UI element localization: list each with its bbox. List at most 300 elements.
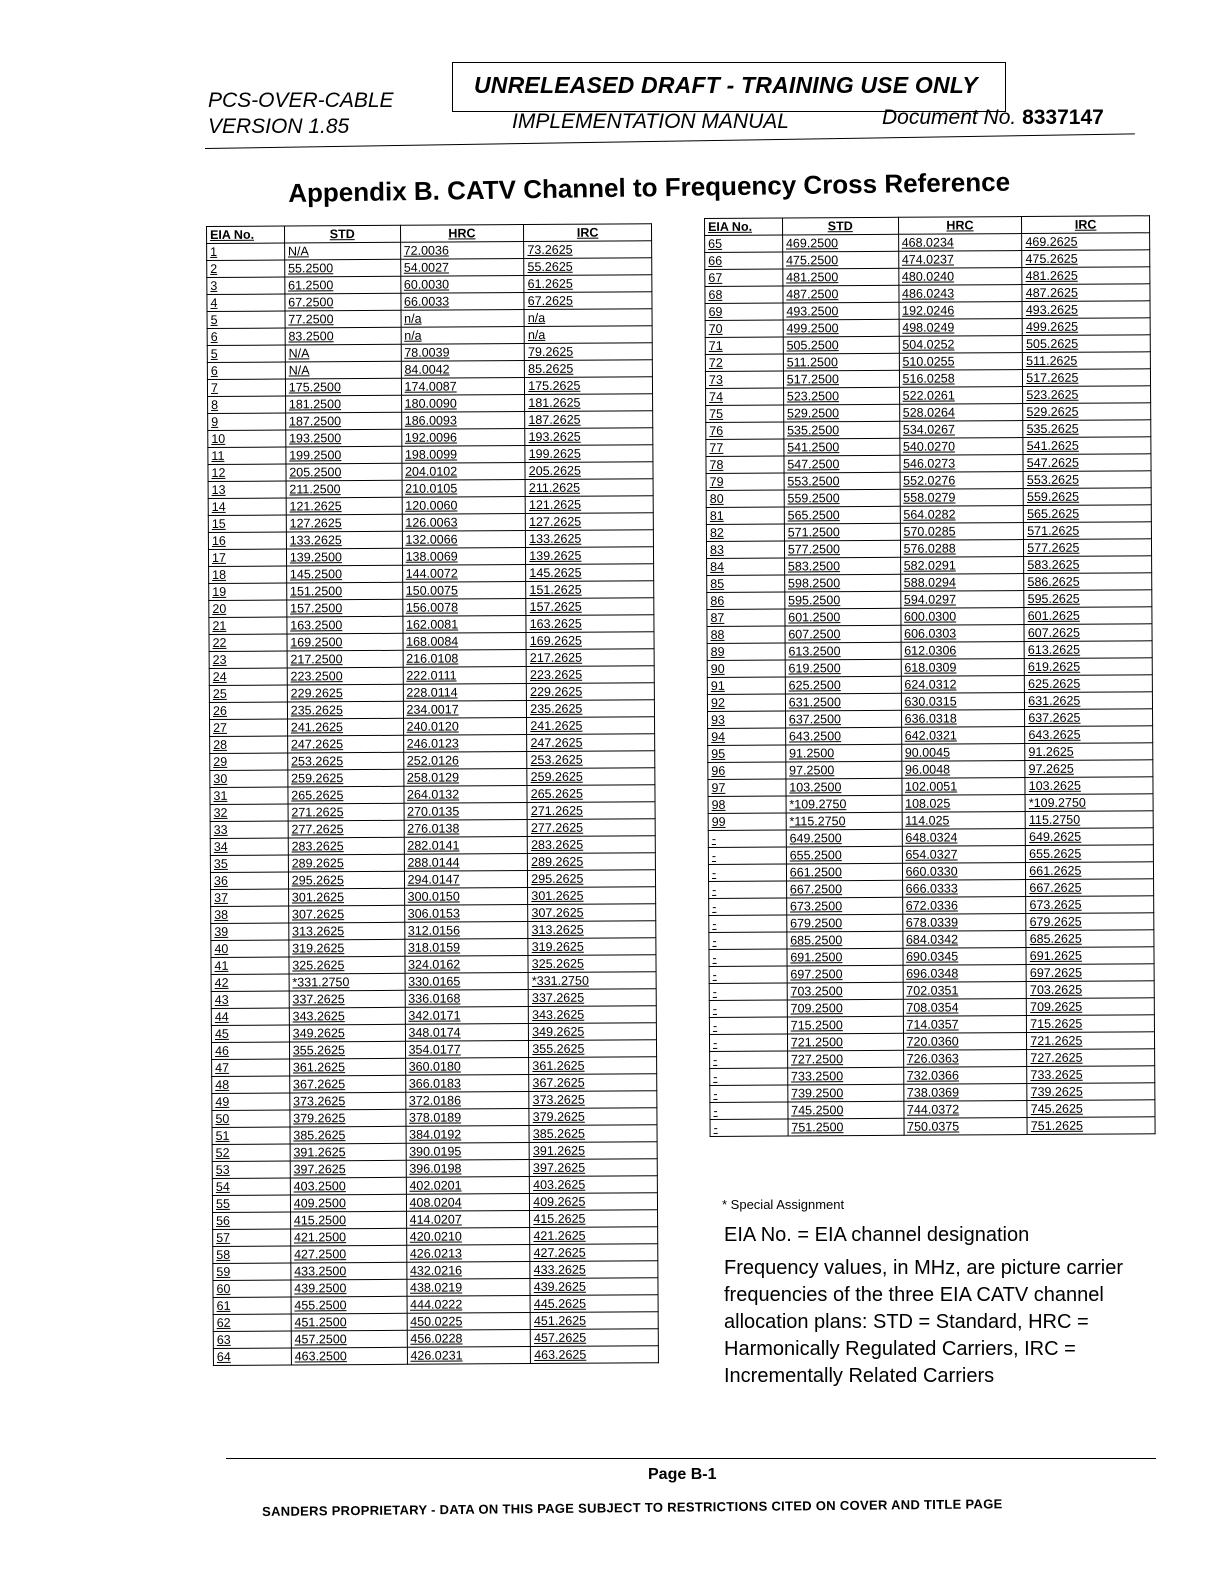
column-header-irc: IRC — [1022, 216, 1150, 234]
cell-eia: 9 — [208, 413, 286, 430]
cell-irc: 586.2625 — [1024, 573, 1152, 591]
column-header-std: STD — [284, 225, 400, 243]
cell-hrc: 156.0078 — [402, 599, 526, 617]
cell-eia: 46 — [211, 1042, 289, 1059]
cell-std: 205.2500 — [286, 463, 402, 481]
cell-std: 169.2500 — [287, 633, 403, 651]
cell-eia: 50 — [212, 1110, 290, 1127]
cell-std: 151.2500 — [286, 582, 402, 600]
cell-hrc: 582.0291 — [900, 557, 1024, 575]
cell-std: 199.2500 — [286, 446, 402, 464]
cell-std: 487.2500 — [783, 285, 899, 303]
cell-irc: 481.2625 — [1022, 267, 1150, 285]
cell-eia: - — [709, 966, 787, 983]
cell-irc: 283.2625 — [528, 836, 656, 854]
cell-std: 193.2500 — [286, 429, 402, 447]
proprietary-notice: SANDERS PROPRIETARY - DATA ON THIS PAGE SUBJECT TO RESTRICTIONS CITED ON COVER AND TITLE PAGE — [262, 1496, 1003, 1519]
cell-hrc: 618.0309 — [901, 659, 1025, 677]
cell-hrc: 642.0321 — [901, 727, 1025, 745]
cell-eia: 23 — [209, 651, 287, 668]
cell-hrc: 180.0090 — [401, 395, 525, 413]
cell-hrc: 486.0243 — [898, 285, 1022, 303]
cell-hrc: 744.0372 — [903, 1101, 1027, 1119]
cell-eia: 6 — [207, 328, 285, 345]
cell-hrc: 126.0063 — [402, 514, 526, 532]
cell-eia: 75 — [706, 405, 784, 422]
cell-eia: 22 — [209, 634, 287, 651]
cell-eia: 41 — [211, 957, 289, 974]
cell-hrc: 504.0252 — [899, 336, 1023, 354]
cell-hrc: 456.0228 — [407, 1330, 531, 1348]
cell-std: 703.2500 — [787, 982, 903, 1000]
cell-irc: 403.2625 — [530, 1176, 658, 1194]
cell-hrc: 258.0129 — [403, 769, 527, 787]
cell-irc: 397.2625 — [529, 1159, 657, 1177]
cell-std: 163.2500 — [287, 616, 403, 634]
cell-std: 103.2500 — [786, 778, 902, 796]
cell-irc: 541.2625 — [1023, 437, 1151, 455]
cell-hrc: 696.0348 — [903, 965, 1027, 983]
cell-std: 181.2500 — [285, 395, 401, 413]
cell-irc: 61.2625 — [524, 275, 652, 293]
cell-irc: 721.2625 — [1027, 1032, 1155, 1050]
cell-hrc: 636.0318 — [901, 710, 1025, 728]
cell-std: 667.2500 — [786, 880, 902, 898]
cell-std: 721.2500 — [787, 1033, 903, 1051]
cell-std: 655.2500 — [786, 846, 902, 864]
cell-irc: 259.2625 — [527, 768, 655, 786]
cell-eia: 76 — [706, 422, 784, 439]
cell-irc: 235.2625 — [527, 700, 655, 718]
cell-std: 277.2625 — [288, 820, 404, 838]
cell-std: 325.2625 — [289, 956, 405, 974]
cell-std: 649.2500 — [786, 829, 902, 847]
table-row — [710, 1117, 1155, 1137]
cell-irc: 649.2625 — [1026, 828, 1154, 846]
cell-hrc: 366.0183 — [405, 1075, 529, 1093]
cell-eia: 51 — [212, 1127, 290, 1144]
cell-irc: 361.2625 — [529, 1057, 657, 1075]
cell-hrc: 312.0156 — [404, 922, 528, 940]
cell-irc: 121.2625 — [525, 496, 653, 514]
cell-irc: 181.2625 — [525, 394, 653, 412]
cell-irc: 385.2625 — [529, 1125, 657, 1143]
cell-hrc: 96.0048 — [901, 761, 1025, 779]
cell-std: 577.2500 — [784, 540, 900, 558]
cell-irc: 733.2625 — [1027, 1066, 1155, 1084]
cell-std: 427.2500 — [291, 1245, 407, 1263]
cell-hrc: 336.0168 — [405, 990, 529, 1008]
cell-std: 421.2500 — [290, 1228, 406, 1246]
cell-irc: 667.2625 — [1026, 879, 1154, 897]
cell-std: 523.2500 — [783, 387, 899, 405]
cell-std: 613.2500 — [785, 642, 901, 660]
cell-std: 727.2500 — [787, 1050, 903, 1068]
cell-eia: 57 — [213, 1229, 291, 1246]
cell-irc: 511.2625 — [1023, 352, 1151, 370]
cell-std: 469.2500 — [782, 234, 898, 252]
cell-std: 343.2625 — [289, 1007, 405, 1025]
cell-std: 601.2500 — [785, 608, 901, 626]
cell-irc: 91.2625 — [1025, 743, 1153, 761]
cell-std: 145.2500 — [286, 565, 402, 583]
cell-std: 679.2500 — [787, 914, 903, 932]
cell-hrc: 132.0066 — [402, 531, 526, 549]
cell-hrc: 654.0327 — [902, 846, 1026, 864]
cell-hrc: 198.0099 — [401, 446, 525, 464]
cell-hrc: 270.0135 — [404, 803, 528, 821]
legend-frequency-explanation: Frequency values, in MHz, are picture carrier frequencies of the three EIA CATV channel allocation plans: STD = Standard, HRC = Harmonically Regulated Carriers, IRC = Incrementally Related Carriers — [724, 1257, 1124, 1387]
table-header-row — [705, 216, 1150, 236]
cell-eia: 56 — [213, 1212, 291, 1229]
cell-eia: 78 — [706, 456, 784, 473]
cell-std: 265.2625 — [288, 786, 404, 804]
cell-irc: 133.2625 — [526, 530, 654, 548]
cell-eia: 7 — [207, 379, 285, 396]
cell-hrc: 630.0315 — [901, 693, 1025, 711]
cell-std: 709.2500 — [787, 999, 903, 1017]
cell-hrc: 90.0045 — [901, 744, 1025, 762]
cell-irc: 211.2625 — [525, 479, 653, 497]
cell-irc: 607.2625 — [1024, 624, 1152, 642]
cell-hrc: 708.0354 — [903, 999, 1027, 1017]
cell-std: 505.2500 — [783, 336, 899, 354]
cell-irc: 559.2625 — [1023, 488, 1151, 506]
cell-std: 439.2500 — [291, 1279, 407, 1297]
cell-hrc: 750.0375 — [904, 1118, 1028, 1136]
cell-eia: 6 — [207, 362, 285, 379]
cell-irc: 85.2625 — [525, 360, 653, 378]
product-version: VERSION 1.85 — [208, 115, 350, 138]
cell-eia: 77 — [706, 439, 784, 456]
cell-std: 415.2500 — [290, 1211, 406, 1229]
cell-std: 691.2500 — [787, 948, 903, 966]
cell-std: 631.2500 — [785, 693, 901, 711]
cell-eia: 90 — [707, 660, 785, 677]
cell-eia: 47 — [212, 1059, 290, 1076]
cell-hrc: 666.0333 — [902, 880, 1026, 898]
cell-std: 451.2500 — [291, 1313, 407, 1331]
column-header-irc: IRC — [524, 224, 652, 242]
cell-std: 481.2500 — [783, 268, 899, 286]
page-title: Appendix B. CATV Channel to Frequency Cross Reference — [288, 166, 1011, 208]
cell-irc: 205.2625 — [525, 462, 653, 480]
column-header-hrc: HRC — [898, 217, 1022, 235]
cell-hrc: 672.0336 — [902, 897, 1026, 915]
cell-hrc: 84.0042 — [401, 361, 525, 379]
cell-irc: 127.2625 — [526, 513, 654, 531]
cell-eia: 69 — [705, 303, 783, 320]
cell-hrc: 594.0297 — [900, 591, 1024, 609]
cell-std: 247.2625 — [287, 735, 403, 753]
cell-std: 559.2500 — [784, 489, 900, 507]
cell-irc: 289.2625 — [528, 853, 656, 871]
cell-hrc: 612.0306 — [901, 642, 1025, 660]
cell-eia: 52 — [212, 1144, 290, 1161]
cell-hrc: 216.0108 — [403, 650, 527, 668]
cell-std: 475.2500 — [782, 251, 898, 269]
cell-irc: 745.2625 — [1027, 1100, 1155, 1118]
cell-std: 127.2625 — [286, 514, 402, 532]
cell-hrc: 702.0351 — [903, 982, 1027, 1000]
cell-irc: 553.2625 — [1023, 471, 1151, 489]
cell-irc: 439.2625 — [530, 1278, 658, 1296]
cell-eia: 64 — [213, 1348, 291, 1365]
cell-hrc: 714.0357 — [903, 1016, 1027, 1034]
cell-eia: 10 — [208, 430, 286, 447]
cell-eia: 86 — [707, 592, 785, 609]
cell-eia: 43 — [211, 991, 289, 1008]
cell-hrc: 678.0339 — [902, 914, 1026, 932]
cell-irc: 565.2625 — [1024, 505, 1152, 523]
cell-irc: 223.2625 — [526, 666, 654, 684]
cell-std: 253.2625 — [288, 752, 404, 770]
cell-hrc: 114.025 — [902, 812, 1026, 830]
cell-eia: 53 — [212, 1161, 290, 1178]
cell-std: N/A — [285, 361, 401, 379]
cell-irc: 505.2625 — [1022, 335, 1150, 353]
cell-irc: 139.2625 — [526, 547, 654, 565]
product-name: PCS-OVER-CABLE — [208, 89, 394, 112]
frequency-table-left — [206, 223, 659, 1366]
cell-irc: 433.2625 — [530, 1261, 658, 1279]
product-header — [208, 88, 394, 140]
cell-std: 355.2625 — [289, 1041, 405, 1059]
cell-hrc: 738.0369 — [903, 1084, 1027, 1102]
cell-irc: 373.2625 — [529, 1091, 657, 1109]
cell-std: 455.2500 — [291, 1296, 407, 1314]
cell-eia: 2 — [207, 260, 285, 277]
cell-hrc: 246.0123 — [403, 735, 527, 753]
cell-eia: 48 — [212, 1076, 290, 1093]
cell-eia: 60 — [213, 1280, 291, 1297]
cell-irc: 727.2625 — [1027, 1049, 1155, 1067]
cell-std: 697.2500 — [787, 965, 903, 983]
cell-eia: - — [710, 1051, 788, 1068]
cell-hrc: 468.0234 — [898, 234, 1022, 252]
cell-std: 685.2500 — [787, 931, 903, 949]
cell-std: 319.2625 — [289, 939, 405, 957]
cell-std: 643.2500 — [785, 727, 901, 745]
cell-std: 745.2500 — [788, 1101, 904, 1119]
cell-eia: 72 — [705, 354, 783, 371]
cell-hrc: 624.0312 — [901, 676, 1025, 694]
cell-std: 91.2500 — [786, 744, 902, 762]
cell-hrc: 72.0036 — [400, 242, 524, 260]
cell-irc: 457.2625 — [531, 1329, 659, 1347]
cell-hrc: 348.0174 — [405, 1024, 529, 1042]
cell-eia: 38 — [211, 906, 289, 923]
cell-hrc: 480.0240 — [898, 268, 1022, 286]
cell-irc: 193.2625 — [525, 428, 653, 446]
footer-divider — [226, 1458, 1156, 1459]
cell-eia: 28 — [210, 736, 288, 753]
manual-title: IMPLEMENTATION MANUAL — [512, 110, 789, 133]
cell-hrc: 510.0255 — [899, 353, 1023, 371]
cell-hrc: 174.0087 — [401, 378, 525, 396]
cell-std: 661.2500 — [786, 863, 902, 881]
cell-std: 83.2500 — [285, 327, 401, 345]
cell-hrc: 732.0366 — [903, 1067, 1027, 1085]
cell-std: 307.2625 — [288, 905, 404, 923]
cell-irc: 343.2625 — [529, 1006, 657, 1024]
cell-irc: 523.2625 — [1023, 386, 1151, 404]
cell-hrc: 564.0282 — [900, 506, 1024, 524]
cell-eia: 18 — [209, 566, 287, 583]
cell-hrc: 66.0033 — [400, 293, 524, 311]
cell-irc: 535.2625 — [1023, 420, 1151, 438]
cell-std: 61.2500 — [285, 276, 401, 294]
cell-irc: 661.2625 — [1026, 862, 1154, 880]
cell-eia: 61 — [213, 1297, 291, 1314]
column-header-eia: EIA No. — [705, 218, 783, 235]
document-number-label: Document No. — [882, 106, 1017, 129]
cell-hrc: 726.0363 — [903, 1050, 1027, 1068]
cell-std: 271.2625 — [288, 803, 404, 821]
draft-notice: UNRELEASED DRAFT - TRAINING USE ONLY — [474, 72, 978, 98]
cell-std: 529.2500 — [783, 404, 899, 422]
cell-irc: 241.2625 — [527, 717, 655, 735]
cell-eia: 96 — [708, 762, 786, 779]
cell-eia: 8 — [208, 396, 286, 413]
cell-eia: 3 — [207, 277, 285, 294]
cell-eia: 4 — [207, 294, 285, 311]
cell-hrc: 372.0186 — [405, 1092, 529, 1110]
cell-irc: 319.2625 — [528, 938, 656, 956]
cell-irc: 487.2625 — [1022, 284, 1150, 302]
cell-eia: 62 — [213, 1314, 291, 1331]
cell-hrc: 420.0210 — [406, 1228, 530, 1246]
cell-std: 598.2500 — [784, 574, 900, 592]
cell-irc: 517.2625 — [1023, 369, 1151, 387]
column-header-hrc: HRC — [400, 225, 524, 243]
cell-eia: - — [708, 864, 786, 881]
cell-std: 97.2500 — [786, 761, 902, 779]
cell-eia: 97 — [708, 779, 786, 796]
cell-irc: 451.2625 — [530, 1312, 658, 1330]
cell-hrc: 192.0096 — [401, 429, 525, 447]
cell-hrc: 690.0345 — [903, 948, 1027, 966]
cell-std: 547.2500 — [784, 455, 900, 473]
cell-irc: 493.2625 — [1022, 301, 1150, 319]
cell-irc: 277.2625 — [527, 819, 655, 837]
cell-std: 607.2500 — [785, 625, 901, 643]
cell-hrc: 570.0285 — [900, 523, 1024, 541]
column-header-std: STD — [782, 217, 898, 235]
cell-std: 517.2500 — [783, 370, 899, 388]
cell-std: 541.2500 — [784, 438, 900, 456]
cell-std: 409.2500 — [290, 1194, 406, 1212]
cell-eia: 55 — [212, 1195, 290, 1212]
cell-hrc: 528.0264 — [899, 404, 1023, 422]
cell-irc: 313.2625 — [528, 921, 656, 939]
legend — [724, 1222, 1154, 1390]
cell-eia: 33 — [210, 821, 288, 838]
cell-hrc: 552.0276 — [900, 472, 1024, 490]
cell-eia: 81 — [706, 507, 784, 524]
cell-hrc: 108.025 — [902, 795, 1026, 813]
cell-irc: 115.2750 — [1025, 811, 1153, 829]
cell-eia: 37 — [211, 889, 289, 906]
cell-std: 715.2500 — [787, 1016, 903, 1034]
cell-eia: 30 — [210, 770, 288, 787]
cell-irc: 355.2625 — [529, 1040, 657, 1058]
cell-eia: - — [710, 1085, 788, 1102]
cell-std: 403.2500 — [290, 1177, 406, 1195]
cell-std: 391.2625 — [290, 1143, 406, 1161]
cell-std: 235.2625 — [287, 701, 403, 719]
cell-hrc: 324.0162 — [405, 956, 529, 974]
cell-eia: - — [709, 1017, 787, 1034]
cell-eia: 91 — [707, 677, 785, 694]
cell-std: 55.2500 — [284, 259, 400, 277]
cell-eia: 12 — [208, 464, 286, 481]
cell-std: 397.2625 — [290, 1160, 406, 1178]
cell-irc: 145.2625 — [526, 564, 654, 582]
cell-irc: 301.2625 — [528, 887, 656, 905]
cell-irc: 409.2625 — [530, 1193, 658, 1211]
cell-hrc: 432.0216 — [406, 1262, 530, 1280]
cell-std: 595.2500 — [785, 591, 901, 609]
cell-eia: - — [710, 1119, 788, 1136]
cell-hrc: 282.0141 — [404, 837, 528, 855]
cell-std: 295.2625 — [288, 871, 404, 889]
cell-irc: 571.2625 — [1024, 522, 1152, 540]
cell-std: *331.2750 — [289, 973, 405, 991]
cell-irc: 583.2625 — [1024, 556, 1152, 574]
cell-eia: - — [709, 932, 787, 949]
cell-irc: 295.2625 — [528, 870, 656, 888]
cell-hrc: 78.0039 — [401, 344, 525, 362]
cell-eia: - — [710, 1102, 788, 1119]
cell-irc: 79.2625 — [524, 343, 652, 361]
cell-std: 241.2625 — [287, 718, 403, 736]
cell-hrc: 294.0147 — [404, 871, 528, 889]
cell-irc: 697.2625 — [1026, 964, 1154, 982]
cell-hrc: 474.0237 — [898, 251, 1022, 269]
cell-eia: 25 — [209, 685, 287, 702]
cell-std: 385.2625 — [290, 1126, 406, 1144]
cell-irc: 415.2625 — [530, 1210, 658, 1228]
cell-irc: 253.2625 — [527, 751, 655, 769]
cell-irc: 655.2625 — [1026, 845, 1154, 863]
cell-irc: 151.2625 — [526, 581, 654, 599]
cell-irc: 577.2625 — [1024, 539, 1152, 557]
cell-std: 571.2500 — [784, 523, 900, 541]
table-row — [213, 1346, 658, 1366]
cell-eia: 11 — [208, 447, 286, 464]
cell-eia: 17 — [208, 549, 286, 566]
cell-std: 625.2500 — [785, 676, 901, 694]
cell-eia: 5 — [207, 345, 285, 362]
cell-irc: 229.2625 — [527, 683, 655, 701]
cell-eia: - — [709, 949, 787, 966]
cell-irc: 97.2625 — [1025, 760, 1153, 778]
frequency-table-right — [704, 215, 1156, 1137]
cell-eia: - — [709, 898, 787, 915]
cell-hrc: 384.0192 — [406, 1126, 530, 1144]
cell-eia: 36 — [210, 872, 288, 889]
cell-std: 565.2500 — [784, 506, 900, 524]
cell-irc: 613.2625 — [1024, 641, 1152, 659]
cell-std: *109.2750 — [786, 795, 902, 813]
cell-eia: - — [709, 1034, 787, 1051]
cell-eia: 40 — [211, 940, 289, 957]
cell-eia: 94 — [708, 728, 786, 745]
cell-std: 157.2500 — [287, 599, 403, 617]
cell-irc: 307.2625 — [528, 904, 656, 922]
cell-hrc: 168.0084 — [403, 633, 527, 651]
